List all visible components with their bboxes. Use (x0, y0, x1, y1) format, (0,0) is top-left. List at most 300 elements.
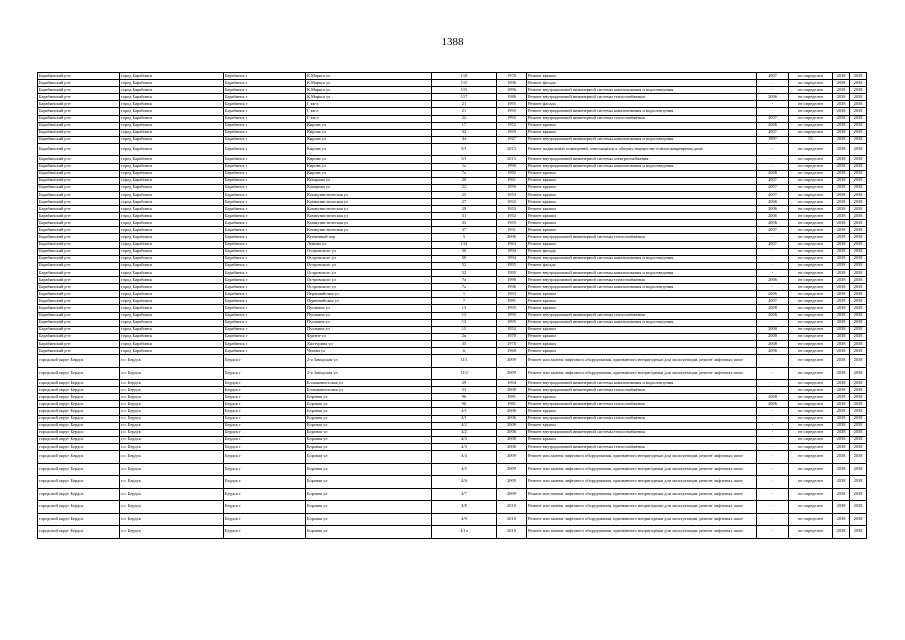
table-cell: Ремонт внутридомовой инженерной системы канализования и водоотведения (527, 380, 757, 387)
table-cell: Островского ул (306, 248, 432, 255)
table-cell: не определен (789, 436, 833, 443)
table-cell: 1952 (497, 199, 527, 206)
table-cell: Барабинск г (224, 73, 306, 80)
table-cell: Барабинск г (224, 312, 306, 319)
table-cell: 2038 (850, 108, 867, 115)
table-cell: 15 (432, 326, 497, 333)
table-cell: Бердск г (224, 429, 306, 436)
table-cell: Барабинск г (224, 184, 306, 191)
table-row (38, 312, 867, 319)
table-cell: Барабинский р-н (38, 73, 120, 80)
table-cell: - (757, 408, 789, 415)
table-row (38, 305, 867, 312)
table-cell: не определен (789, 80, 833, 87)
table-cell: 2007 (757, 241, 789, 248)
table-cell: Комарова ул (306, 184, 432, 191)
table-cell: 2038 (850, 436, 867, 443)
table-cell: Бердск г (224, 443, 306, 450)
table-cell: город Барабинск (120, 220, 224, 227)
table-cell: 1970 (497, 73, 527, 80)
table-cell: Барабинск г (224, 213, 306, 220)
table-cell: 2013 (497, 143, 527, 156)
table-cell: 2038 (833, 199, 850, 206)
table-cell: Ремонт или замена лифтового оборудования, признанного непригодным для эксплуатации, ремонт лифтовых шахт (527, 476, 757, 489)
table-cell: 2038 (850, 298, 867, 305)
table-cell: 2007 (757, 177, 789, 184)
table-cell: 2006 (757, 347, 789, 354)
table-cell: К.Маркса ул (306, 87, 432, 94)
table-cell: 2038 (833, 80, 850, 87)
table-cell: 2007 (757, 184, 789, 191)
table-cell: Барабинский р-н (38, 213, 120, 220)
table-cell: город Барабинск (120, 284, 224, 291)
table-cell: Ремонт внутридомовой инженерной системы теплоснабжения (527, 115, 757, 122)
table-cell: 2038 (850, 234, 867, 241)
table-cell: 2038 (850, 143, 867, 156)
table-cell: 2038 (833, 262, 850, 269)
table-cell: город Барабинск (120, 241, 224, 248)
table-cell: 2038 (833, 108, 850, 115)
table-row (38, 177, 867, 184)
table-cell: 2038 (850, 129, 867, 136)
table-cell: Ремонт крыши (527, 206, 757, 213)
table-cell: Боровая ул (306, 429, 432, 436)
table-cell: город Барабинск (120, 184, 224, 191)
table-cell: 2038 (833, 429, 850, 436)
table-row (38, 347, 867, 354)
table-cell: 2006 (757, 277, 789, 284)
table-cell: 1981 (497, 394, 527, 401)
table-cell: город Барабинск (120, 115, 224, 122)
table-cell: г.о. Бердск (120, 380, 224, 387)
table-cell: Барабинский р-н (38, 122, 120, 129)
table-cell: 4/2 (432, 429, 497, 436)
table-cell: - (757, 443, 789, 450)
table-cell: Бердск г (224, 526, 306, 539)
table-row (38, 380, 867, 387)
table-cell: город Барабинск (120, 177, 224, 184)
table-cell: 53 (432, 387, 497, 394)
table-cell: Барабинск г (224, 199, 306, 206)
table-cell: Ремонт фасада (527, 101, 757, 108)
table-cell: городской округ Бердск (38, 355, 120, 368)
table-cell: Барабинск г (224, 156, 306, 163)
table-cell: 2038 (850, 177, 867, 184)
table-cell: городской округ Бердск (38, 422, 120, 429)
table-cell: Ремонт крыши (527, 422, 757, 429)
table-cell: 2038 (833, 101, 850, 108)
table-cell: Ремонт крыши (527, 213, 757, 220)
table-row (38, 501, 867, 514)
table-row (38, 241, 867, 248)
table-cell: 2038 (850, 443, 867, 450)
table-row (38, 526, 867, 539)
table-cell: Ремонт фасада (527, 248, 757, 255)
table-cell: - (757, 101, 789, 108)
table-cell: 2038 (833, 277, 850, 284)
table-row (38, 255, 867, 262)
table-cell: 96 (432, 401, 497, 408)
table-cell: 1981 (497, 298, 527, 305)
table-cell: 13 (432, 319, 497, 326)
table-cell: 1ь (432, 163, 497, 170)
table-cell: Ремонт внутридомовой инженерной системы теплоснабжения (527, 443, 757, 450)
table-cell: не определен (789, 143, 833, 156)
table-cell: Островского ул (306, 269, 432, 276)
table-cell: не определен (789, 367, 833, 380)
table-cell: Бердск г (224, 488, 306, 501)
table-cell: не определен (789, 387, 833, 394)
table-cell: городской округ Бердск (38, 415, 120, 422)
table-cell: Боровая ул (306, 513, 432, 526)
table-cell: 33 (432, 220, 497, 227)
table-cell: 2006 (757, 401, 789, 408)
table-cell: 7а (432, 170, 497, 177)
table-cell: 2006 (497, 422, 527, 429)
table-row (38, 443, 867, 450)
table-cell: 2009 (497, 476, 527, 489)
table-cell: 2038 (850, 262, 867, 269)
table-cell: Ремонт или замена лифтового оборудования, признанного непригодным для эксплуатации, ремонт лифтовых шахт (527, 488, 757, 501)
table-cell: 2038 (850, 122, 867, 129)
table-cell: Бердск г (224, 415, 306, 422)
table-cell: город Барабинск (120, 156, 224, 163)
table-cell: Барабинский р-н (38, 80, 120, 87)
table-cell: - (757, 451, 789, 464)
table-cell: 1995 (497, 305, 527, 312)
table-cell: - (757, 80, 789, 87)
table-cell: Ремонт крыши (527, 129, 757, 136)
table-cell: 2038 (833, 291, 850, 298)
table-cell: Барабинский р-н (38, 94, 120, 101)
table-cell: Кирова ул (306, 129, 432, 136)
table-row (38, 408, 867, 415)
table-cell: Комарова ул (306, 177, 432, 184)
table-row (38, 436, 867, 443)
table-cell: 27 (432, 199, 497, 206)
table-row (38, 401, 867, 408)
table-cell: Барабинск г (224, 129, 306, 136)
table-cell: 2038 (833, 213, 850, 220)
table-cell: 22 (432, 115, 497, 122)
table-cell: Ремонт крыши (527, 298, 757, 305)
table-cell: г.о. Бердск (120, 415, 224, 422)
table-cell: городской округ Бердск (38, 443, 120, 450)
table-cell: 2038 (850, 170, 867, 177)
table-cell: 2038 (833, 443, 850, 450)
table-cell: 2008 (757, 394, 789, 401)
table-cell: не определен (789, 156, 833, 163)
table-cell: 1970 (497, 333, 527, 340)
table-cell: К.Маркса ул (306, 73, 432, 80)
table-cell: 2038 (833, 298, 850, 305)
table-row (38, 170, 867, 177)
table-cell: Барабинск г (224, 298, 306, 305)
table-cell: Барабинск г (224, 277, 306, 284)
table-cell: город Барабинск (120, 143, 224, 156)
table-cell: 1986 (497, 94, 527, 101)
table-cell: Ремонт крыши (527, 177, 757, 184)
table-row (38, 227, 867, 234)
table-cell: 1961 (497, 177, 527, 184)
table-cell: 31 (432, 213, 497, 220)
table-cell: Барабинск г (224, 291, 306, 298)
table-cell: 2006 (497, 429, 527, 436)
table-cell: 2007 (757, 115, 789, 122)
table-cell: город Барабинск (120, 80, 224, 87)
table-cell: город Барабинск (120, 340, 224, 347)
table-cell: 2038 (833, 408, 850, 415)
table-cell: Ремонт крыши (527, 227, 757, 234)
table-cell: Бердск г (224, 501, 306, 514)
table-cell: не определен (789, 220, 833, 227)
table-cell: 2038 (833, 326, 850, 333)
table-cell: не определен (789, 115, 833, 122)
table-cell: 21 (432, 108, 497, 115)
table-cell: городской округ Бердск (38, 429, 120, 436)
table-cell: не определен (789, 255, 833, 262)
table-cell: не определен (789, 394, 833, 401)
table-cell: не определен (789, 526, 833, 539)
table-cell: 1952 (497, 326, 527, 333)
table-cell: Бердск г (224, 463, 306, 476)
table-cell: Ремонт крыши (527, 73, 757, 80)
table-cell: Бердск г (224, 367, 306, 380)
table-cell: Боровая ул (306, 436, 432, 443)
table-cell: 2038 (850, 80, 867, 87)
table-cell: 115 (432, 87, 497, 94)
table-cell: Барабинский р-н (38, 284, 120, 291)
table-cell: 134 (432, 241, 497, 248)
table-cell: Ремонт или замена лифтового оборудования, признанного непригодным для эксплуатации, ремонт лифтовых шахт (527, 501, 757, 514)
table-row (38, 513, 867, 526)
table-cell: Кирова ул (306, 163, 432, 170)
table-cell: Барабинский р-н (38, 191, 120, 198)
table-cell: 1978 (497, 340, 527, 347)
table-cell: Бердск г (224, 513, 306, 526)
table-cell: Ремонт внутридомовой инженерной системы теплоснабжения (527, 401, 757, 408)
table-cell: Коммунистическая ул (306, 213, 432, 220)
table-cell: не определен (789, 380, 833, 387)
table-cell: не определен (789, 191, 833, 198)
table-cell: Бердск г (224, 408, 306, 415)
table-row (38, 355, 867, 368)
table-cell: 4/4 (432, 451, 497, 464)
table-cell: г.о. Бердск (120, 436, 224, 443)
table-cell: Барабинский р-н (38, 305, 120, 312)
table-cell: Бердск г (224, 422, 306, 429)
table-cell: Барабинск г (224, 305, 306, 312)
table-cell: не определен (789, 206, 833, 213)
table-cell: 2038 (850, 319, 867, 326)
table-cell: Ремонт крыши (527, 436, 757, 443)
table-cell: 25 (432, 191, 497, 198)
table-cell: Барабинск г (224, 284, 306, 291)
table-cell: 2009 (497, 367, 527, 380)
table-row (38, 248, 867, 255)
table-cell: 2038 (833, 220, 850, 227)
table-cell: г.о. Бердск (120, 451, 224, 464)
table-cell: - (757, 319, 789, 326)
table-cell: Пушкина ул (306, 305, 432, 312)
table-cell: 2006 (757, 94, 789, 101)
page-number: 1388 (441, 36, 464, 48)
table-cell: 2038 (850, 101, 867, 108)
table-cell: - (757, 248, 789, 255)
table-cell: Барабинский р-н (38, 269, 120, 276)
table-cell: Ремонт или замена лифтового оборудования, признанного непригодным для эксплуатации, ремонт лифтовых шахт (527, 513, 757, 526)
table-cell: Барабинский р-н (38, 255, 120, 262)
table-cell: Ремонт внутридомовой инженерной системы теплоснабжения (527, 234, 757, 241)
table-cell: 2038 (850, 156, 867, 163)
table-cell: 2038 (833, 436, 850, 443)
table-cell: 2038 (833, 269, 850, 276)
table-cell: 4/9 (432, 513, 497, 526)
table-cell: 2006 (757, 291, 789, 298)
table-cell: Барабинск г (224, 177, 306, 184)
table-cell: Боровая ул (306, 415, 432, 422)
table-cell: 7 (432, 298, 497, 305)
table-row (38, 262, 867, 269)
table-row (38, 206, 867, 213)
table-cell: - (757, 284, 789, 291)
table-cell: 2038 (833, 136, 850, 143)
table-cell: не определен (789, 234, 833, 241)
table-cell: Г кв-л (306, 115, 432, 122)
table-cell: Кирова ул (306, 143, 432, 156)
table-cell: 2006 (757, 206, 789, 213)
table-cell: не определен (789, 277, 833, 284)
table-cell: Ремонт крыши (527, 394, 757, 401)
table-cell: не определен (789, 355, 833, 368)
table-cell: 1996 (497, 277, 527, 284)
table-cell: 32 (432, 129, 497, 136)
table-cell: 2008 (497, 387, 527, 394)
table-cell: Боровая ул (306, 501, 432, 514)
table-cell: 2038 (833, 319, 850, 326)
table-cell: 1995 (497, 101, 527, 108)
table-row (38, 156, 867, 163)
table-cell: 2038 (833, 227, 850, 234)
table-cell: - (757, 87, 789, 94)
table-cell: 2038 (850, 463, 867, 476)
table-cell: Боровая ул (306, 463, 432, 476)
table-cell: не определен (789, 451, 833, 464)
table-cell: 2038 (850, 333, 867, 340)
table-row (38, 367, 867, 380)
table-cell: не определен (789, 429, 833, 436)
table-row (38, 488, 867, 501)
table-cell: Ремонт крыши (527, 347, 757, 354)
table-row (38, 122, 867, 129)
table-cell: 2038 (850, 241, 867, 248)
table-cell: город Барабинск (120, 206, 224, 213)
table-cell: Барабинск г (224, 347, 306, 354)
table-cell: - (757, 355, 789, 368)
table-cell: 2038 (850, 305, 867, 312)
table-cell: Барабинский р-н (38, 248, 120, 255)
table-cell: Ремонт крыши (527, 170, 757, 177)
table-cell: не определен (789, 291, 833, 298)
table-cell: Ремонт подвальных помещений, относящихся к общему имуществу в многоквартирном доме (527, 143, 757, 156)
table-cell: 2007 (757, 191, 789, 198)
table-cell: 2038 (833, 312, 850, 319)
table-cell: Г кв-л (306, 101, 432, 108)
table-cell: г.о. Бердск (120, 367, 224, 380)
table-cell: городской округ Бердск (38, 513, 120, 526)
table-cell: 21 (432, 101, 497, 108)
table-cell: Ремонт крыши (527, 184, 757, 191)
table-cell: Ремонт внутридомовой инженерной системы канализования и водоотведения (527, 255, 757, 262)
table-cell: Ремонт внутридомовой инженерной системы канализования и водоотведения (527, 108, 757, 115)
table-cell: 4/6 (432, 476, 497, 489)
table-cell: город Барабинск (120, 87, 224, 94)
table-cell: Ремонт крыши (527, 305, 757, 312)
table-cell: Ремонт крыши (527, 220, 757, 227)
table-cell: Боровая ул (306, 476, 432, 489)
table-cell: 2038 (850, 415, 867, 422)
table-cell: не определен (789, 401, 833, 408)
table-cell: 1952 (497, 206, 527, 213)
table-cell: 2038 (850, 451, 867, 464)
table-cell: - (757, 513, 789, 526)
table-cell: Барабинск г (224, 87, 306, 94)
table-cell: Барабинский р-н (38, 340, 120, 347)
table-row (38, 291, 867, 298)
table-cell: не определен (789, 476, 833, 489)
table-cell: Ремонт внутридомовой инженерной системы теплоснабжения (527, 94, 757, 101)
table-cell: не определен (789, 199, 833, 206)
table-cell: Барабинск г (224, 220, 306, 227)
table-cell: 1959 (497, 184, 527, 191)
table-cell: - (757, 108, 789, 115)
table-cell: не определен (789, 163, 833, 170)
table-cell: Барабинский р-н (38, 220, 120, 227)
table-cell: Ремонт крыши (527, 326, 757, 333)
table-cell: 1994 (497, 255, 527, 262)
table-cell: 1951 (497, 227, 527, 234)
table-cell: 2-я Заводская ул (306, 367, 432, 380)
table-cell: 2038 (833, 284, 850, 291)
table-cell: город Барабинск (120, 129, 224, 136)
table-cell: 1г (432, 347, 497, 354)
table-cell: Боровая ул (306, 422, 432, 429)
table-cell: 2038 (850, 199, 867, 206)
table-cell: г.о. Бердск (120, 488, 224, 501)
table-cell: Барабинский р-н (38, 291, 120, 298)
table-cell: Боровая ул (306, 526, 432, 539)
table-cell: Ремонт или замена лифтового оборудования, признанного непригодным для эксплуатации, ремонт лифтовых шахт (527, 367, 757, 380)
table-cell: 2038 (850, 284, 867, 291)
table-cell: 2038 (833, 476, 850, 489)
table-row (38, 476, 867, 489)
table-cell: не определен (789, 241, 833, 248)
table-cell: Барабинский р-н (38, 347, 120, 354)
table-cell: Барабинск г (224, 340, 306, 347)
table-row (38, 394, 867, 401)
table-cell: Барабинск г (224, 170, 306, 177)
table-cell: Барабинск г (224, 262, 306, 269)
table-cell: 2038 (850, 380, 867, 387)
table-cell: Ремонт крыши (527, 199, 757, 206)
table-cell: - (757, 422, 789, 429)
table-row (38, 73, 867, 80)
table-cell: - (757, 143, 789, 156)
table-cell: 2038 (850, 115, 867, 122)
table-row (38, 101, 867, 108)
table-cell: Барабинский р-н (38, 101, 120, 108)
table-cell: Боровая ул (306, 443, 432, 450)
